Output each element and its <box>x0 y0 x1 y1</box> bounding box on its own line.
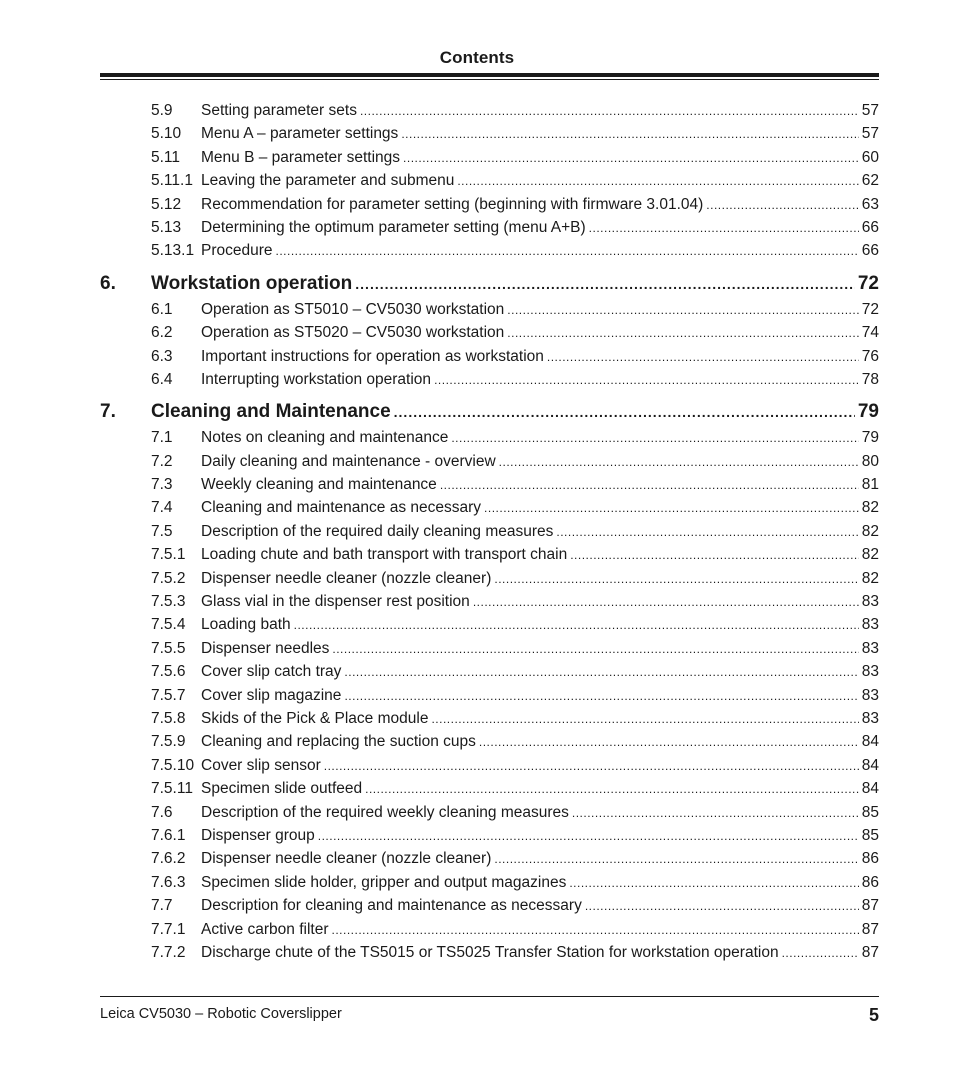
toc-entry-page: 72 <box>857 272 879 294</box>
toc-entry-title: Daily cleaning and maintenance - overview <box>201 452 496 470</box>
toc-entry-number: 5.13.1 <box>151 242 195 260</box>
toc-entry[interactable] <box>100 99 879 122</box>
toc-entry[interactable] <box>100 801 879 824</box>
dot-leader <box>547 346 859 369</box>
toc-entry-line <box>201 169 879 193</box>
toc-entry-number: 6.2 <box>151 324 173 342</box>
dot-leader <box>473 591 859 614</box>
toc-entry-number: 7.5.10 <box>151 756 195 774</box>
toc-entry[interactable] <box>100 660 879 683</box>
toc-entry-title: Cleaning and replacing the suction cups <box>201 733 476 751</box>
footer-product-name: Leica CV5030 – Robotic Coverslipper <box>100 1006 342 1022</box>
toc-entry-title: Cover slip catch tray <box>201 663 342 681</box>
toc-entry-number: 7.7 <box>151 897 173 915</box>
toc-entry-number: 7.5.8 <box>151 709 186 727</box>
dot-leader <box>332 919 859 942</box>
toc-entry-title: Procedure <box>201 242 273 260</box>
toc-entry-line <box>151 397 879 427</box>
toc-entry-page: 83 <box>861 593 879 611</box>
toc-entry-number: 6.4 <box>151 370 173 388</box>
toc-entry-number: 6.1 <box>151 300 173 318</box>
toc-entry-title: Cleaning and Maintenance <box>151 401 391 423</box>
toc-entry-title: Menu A – parameter settings <box>201 125 399 143</box>
toc-entry-number: 7.5.3 <box>151 593 186 611</box>
toc-entry-line <box>201 824 879 848</box>
dot-leader <box>570 544 859 567</box>
toc-entry-number: 7.6.1 <box>151 826 186 844</box>
toc-entry[interactable] <box>100 918 879 941</box>
toc-entry-number: 7.5.5 <box>151 639 186 657</box>
toc-entry-title: Cleaning and maintenance as necessary <box>201 499 482 517</box>
dot-leader <box>440 474 859 497</box>
toc-entry[interactable] <box>100 368 879 391</box>
dot-leader <box>569 872 858 895</box>
toc-entry-page: 83 <box>861 709 879 727</box>
toc-entry-page: 60 <box>861 148 879 166</box>
toc-entry-line <box>151 269 879 299</box>
toc-entry[interactable] <box>100 543 879 566</box>
toc-entry-line <box>201 660 879 684</box>
toc-entry-number: 7.5.4 <box>151 616 186 634</box>
dot-leader <box>294 614 859 637</box>
toc-entry-title: Dispenser needles <box>201 639 330 657</box>
dot-leader <box>457 170 858 193</box>
toc-entry-number: 7.5.6 <box>151 663 186 681</box>
toc-entry-line <box>201 216 879 240</box>
dot-leader <box>434 369 859 392</box>
toc-entry-page: 83 <box>861 639 879 657</box>
toc-entry[interactable] <box>100 847 879 870</box>
toc-entry-line <box>201 567 879 591</box>
dot-leader <box>324 755 859 778</box>
toc-entry-page: 79 <box>861 429 879 447</box>
toc-entry-line <box>201 321 879 345</box>
toc-entry-number: 7. <box>100 401 116 423</box>
toc-entry-line <box>201 99 879 123</box>
toc-entry[interactable] <box>100 496 879 519</box>
toc-entry[interactable] <box>100 216 879 239</box>
toc-entry-page: 78 <box>861 370 879 388</box>
toc-entry-title: Specimen slide outfeed <box>201 780 363 798</box>
toc-entry-title: Dispenser needle cleaner (nozzle cleaner) <box>201 569 492 587</box>
footer-rule <box>100 996 879 997</box>
toc-entry-title: Cover slip magazine <box>201 686 342 704</box>
toc-entry-title: Specimen slide holder, gripper and output magazines <box>201 873 567 891</box>
dot-leader <box>585 895 859 918</box>
toc-entry-number: 7.5 <box>151 522 173 540</box>
toc-entry[interactable] <box>100 777 879 800</box>
toc-entry-title: Active carbon filter <box>201 920 329 938</box>
dot-leader <box>706 194 858 217</box>
dot-leader <box>494 568 858 591</box>
dot-leader <box>572 802 859 825</box>
toc-entry[interactable] <box>100 871 879 894</box>
toc-entry-page: 57 <box>861 102 879 119</box>
toc-entry-number: 6.3 <box>151 347 173 365</box>
toc-entry-title: Cover slip sensor <box>201 756 321 774</box>
toc-entry[interactable] <box>100 684 879 707</box>
toc-entry-title: Dispenser group <box>201 826 315 844</box>
toc-entry[interactable] <box>100 941 879 964</box>
toc-entry[interactable] <box>100 298 879 321</box>
toc-entry-line <box>201 684 879 708</box>
dot-leader <box>479 731 859 754</box>
toc-entry-number: 7.2 <box>151 452 173 470</box>
toc-entry-number: 7.6.2 <box>151 850 186 868</box>
toc-entry[interactable] <box>100 754 879 777</box>
toc-entry-page: 66 <box>861 242 879 260</box>
toc-entry-line <box>201 777 879 801</box>
toc-entry-page: 83 <box>861 663 879 681</box>
toc-entry-line <box>201 473 879 497</box>
dot-leader <box>355 270 855 299</box>
dot-leader <box>318 825 859 848</box>
toc-entry-page: 84 <box>861 733 879 751</box>
toc-entry-number: 5.13 <box>151 218 182 236</box>
dot-leader <box>394 398 855 427</box>
toc-entry-title: Setting parameter sets <box>201 102 357 119</box>
dot-leader <box>507 322 858 345</box>
toc-entry-line <box>201 613 879 637</box>
toc-entry[interactable] <box>100 520 879 543</box>
toc-entry-line <box>201 239 879 263</box>
toc-entry-page: 63 <box>861 195 879 213</box>
toc-entry-line <box>201 368 879 392</box>
toc-entry-number: 5.9 <box>151 102 173 119</box>
toc-entry-page: 86 <box>861 873 879 891</box>
toc-entry-title: Notes on cleaning and maintenance <box>201 429 449 447</box>
toc-entry-title: Leaving the parameter and submenu <box>201 172 455 190</box>
toc-entry-title: Loading chute and bath transport with transport chain <box>201 546 568 564</box>
toc-entry-page: 84 <box>861 780 879 798</box>
toc-entry-number: 7.4 <box>151 499 173 517</box>
toc-entry-page: 87 <box>861 897 879 915</box>
toc-entry-number: 7.6.3 <box>151 873 186 891</box>
toc-entry-title: Weekly cleaning and maintenance <box>201 476 437 494</box>
toc-entry-page: 86 <box>861 850 879 868</box>
dot-leader <box>344 685 858 708</box>
toc-entry-line <box>201 894 879 918</box>
toc-entry-number: 7.3 <box>151 476 173 494</box>
toc-entry[interactable] <box>100 426 879 449</box>
toc-entry-number: 7.5.11 <box>151 780 193 798</box>
toc-entry-title: Skids of the Pick & Place module <box>201 709 429 727</box>
toc-entry-page: 85 <box>861 826 879 844</box>
toc-entry-number: 7.5.1 <box>151 546 186 564</box>
toc-entry-number: 5.10 <box>151 125 182 143</box>
toc-entry-page: 87 <box>861 943 879 961</box>
dot-leader <box>451 427 858 450</box>
toc-entry-line <box>201 298 879 322</box>
dot-leader <box>589 217 859 240</box>
toc-entry-line <box>201 918 879 942</box>
toc-entry[interactable] <box>100 321 879 344</box>
toc-entry-title: Dispenser needle cleaner (nozzle cleaner) <box>201 850 492 868</box>
dot-leader <box>401 123 858 146</box>
toc-entry-line <box>201 450 879 474</box>
toc-entry-title: Menu B – parameter settings <box>201 148 401 166</box>
toc-entry-line <box>201 146 879 170</box>
toc-entry-number: 7.5.7 <box>151 686 186 704</box>
toc-entry-number: 5.12 <box>151 195 182 213</box>
toc-entry-title: Interrupting workstation operation <box>201 370 432 388</box>
toc-entry-number: 7.6 <box>151 803 173 821</box>
toc-entry[interactable] <box>100 730 879 753</box>
toc-entry-page: 84 <box>861 756 879 774</box>
toc-entry-page: 83 <box>861 686 879 704</box>
toc-entry[interactable] <box>100 473 879 496</box>
toc-entry-page: 62 <box>861 172 879 190</box>
toc-entry-number: 7.7.1 <box>151 920 186 938</box>
toc-entry-page: 87 <box>861 920 879 938</box>
toc-entry-page: 85 <box>861 803 879 821</box>
dot-leader <box>276 240 859 263</box>
toc-entry[interactable] <box>100 146 879 169</box>
dot-leader <box>484 497 859 520</box>
toc-entry-title: Description of the required daily cleaning measures <box>201 522 554 540</box>
toc-entry[interactable] <box>100 122 879 145</box>
toc-entry-number: 7.5.9 <box>151 733 186 751</box>
toc-entry-page: 66 <box>861 218 879 236</box>
toc-entry[interactable] <box>100 824 879 847</box>
toc-entry-page: 82 <box>861 522 879 540</box>
toc-entry-line <box>201 590 879 614</box>
toc-entry-line <box>201 707 879 731</box>
toc-entry[interactable] <box>100 637 879 660</box>
toc-entry[interactable] <box>100 239 879 262</box>
toc-entry-title: Loading bath <box>201 616 291 634</box>
page-number: 5 <box>868 1005 879 1025</box>
toc-entry[interactable] <box>100 707 879 730</box>
toc-entry-line <box>201 801 879 825</box>
dot-leader <box>499 451 859 474</box>
toc-entry-title: Glass vial in the dispenser rest position <box>201 593 470 611</box>
dot-leader <box>431 708 858 731</box>
toc-entry[interactable] <box>100 567 879 590</box>
toc-entry-page: 74 <box>861 324 879 342</box>
toc-entry-number: 7.7.2 <box>151 943 186 961</box>
toc-entry-line <box>201 193 879 217</box>
toc-entry-title: Description of the required weekly cleaning measures <box>201 803 569 821</box>
toc-entry-page: 82 <box>861 499 879 517</box>
toc-entry-title: Description for cleaning and maintenance as necessary <box>201 897 582 915</box>
toc-entry-title: Operation as ST5020 – CV5030 workstation <box>201 324 505 342</box>
toc-entry-line <box>201 543 879 567</box>
toc-entry-title: Operation as ST5010 – CV5030 workstation <box>201 300 505 318</box>
dot-leader <box>403 147 859 170</box>
toc-entry-line <box>201 941 879 965</box>
toc-entry-page: 83 <box>861 616 879 634</box>
toc-entry-title: Determining the optimum parameter setting (menu A+B) <box>201 218 586 236</box>
toc-entry-title: Discharge chute of the TS5015 or TS5025 Transfer Station for workstation operation <box>201 943 779 961</box>
toc-entry-line <box>201 496 879 520</box>
toc-entry-title: Workstation operation <box>151 272 353 294</box>
dot-leader <box>782 942 859 965</box>
dot-leader <box>344 661 858 684</box>
toc-entry-page: 81 <box>861 476 879 494</box>
toc-entry-page: 80 <box>861 452 879 470</box>
toc-entry-page: 72 <box>861 300 879 318</box>
toc-entry[interactable] <box>100 613 879 636</box>
toc-entry[interactable] <box>100 894 879 917</box>
dot-leader <box>494 848 858 871</box>
toc-entry-number: 7.5.2 <box>151 569 186 587</box>
toc-entry-line <box>201 637 879 661</box>
toc-entry-title: Recommendation for parameter setting (beginning with firmware 3.01.04) <box>201 195 704 213</box>
dot-leader <box>332 638 858 661</box>
table-of-contents <box>100 99 879 964</box>
toc-entry-line <box>201 426 879 450</box>
toc-entry-line <box>201 871 879 895</box>
toc-entry-line <box>201 345 879 369</box>
toc-entry-line <box>201 730 879 754</box>
toc-entry-line <box>201 847 879 871</box>
toc-entry[interactable] <box>100 193 879 216</box>
toc-entry-page: 79 <box>857 401 879 423</box>
toc-entry-page: 76 <box>861 347 879 365</box>
dot-leader <box>556 521 858 544</box>
toc-chapter-entry[interactable] <box>100 397 879 426</box>
toc-entry[interactable] <box>100 450 879 473</box>
header-rule <box>100 73 879 77</box>
toc-entry[interactable] <box>100 169 879 192</box>
toc-entry-line <box>201 122 879 146</box>
toc-entry-page: 82 <box>861 569 879 587</box>
toc-entry-number: 5.11 <box>151 148 181 166</box>
toc-entry-line <box>201 520 879 544</box>
toc-entry-number: 5.11.1 <box>151 172 193 190</box>
toc-entry-number: 6. <box>100 272 116 294</box>
toc-entry[interactable] <box>100 590 879 613</box>
toc-entry-title: Important instructions for operation as workstation <box>201 347 544 365</box>
toc-entry[interactable] <box>100 345 879 368</box>
dot-leader <box>507 299 858 322</box>
toc-entry-line <box>201 754 879 778</box>
dot-leader <box>365 778 859 801</box>
toc-entry-page: 82 <box>861 546 879 564</box>
toc-chapter-entry[interactable] <box>100 269 879 298</box>
header-rule-thin <box>100 79 879 80</box>
toc-entry-page: 57 <box>861 125 879 143</box>
dot-leader <box>360 100 859 123</box>
toc-entry-number: 7.1 <box>151 429 173 447</box>
page-header-title: Contents <box>439 48 515 67</box>
